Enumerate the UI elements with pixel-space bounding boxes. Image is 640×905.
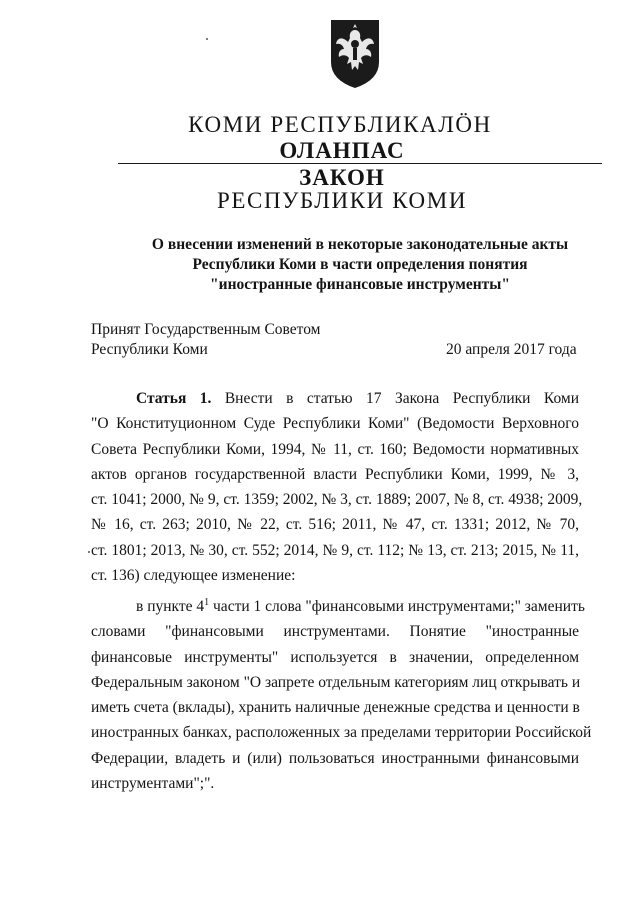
law-title-line: Республики Коми в части определения понятия	[192, 256, 528, 273]
scan-speck	[88, 551, 90, 553]
adoption-note	[91, 320, 321, 360]
paragraph-line-text: в пункте 4	[136, 598, 205, 615]
header-divider	[118, 163, 602, 164]
scan-speck	[206, 38, 208, 40]
paragraph-line	[91, 386, 579, 411]
paragraph-line: финансовые инструменты" используется в значении, определенном	[91, 648, 579, 666]
adoption-note-line: Принят Государственным Советом	[91, 321, 321, 338]
komi-language-heading: КОМИ РЕСПУБЛИКАЛӦН	[188, 112, 492, 137]
law-title-line: О внесении изменений в некоторые законодательные акты	[151, 236, 569, 253]
republic-heading: РЕСПУБЛИКИ КОМИ	[216, 188, 468, 213]
article-1-paragraph	[91, 386, 583, 588]
paragraph-line: Федерации, владеть и (или) пользоваться иностранными финансовыми	[91, 749, 579, 767]
paragraph-line: ст. 136) следующее изменение:	[91, 567, 296, 585]
paragraph-line: иностранных банках, расположенных за пределами территории Российской	[91, 724, 592, 742]
paragraph-line: словами "финансовыми инструментами. Понятие "иностранные	[91, 623, 579, 641]
law-title	[40, 235, 640, 295]
law-title-line: "иностранные финансовые инструменты"	[210, 276, 510, 293]
law-heading: ЗАКОН	[299, 165, 385, 190]
adoption-note-line: Республики Коми	[91, 341, 208, 358]
paragraph-line-text: части 1 слова "финансовыми инструментами;" заменить	[209, 598, 585, 615]
paragraph-line: ст. 1801; 2013, № 30, ст. 552; 2014, № 9, ст. 112; № 13, ст. 213; 2015, № 11,	[91, 541, 579, 559]
komi-coat-of-arms-icon	[328, 18, 382, 90]
superscript: 1	[204, 596, 210, 608]
paragraph-line: инструментами";".	[91, 775, 215, 793]
paragraph-line: № 16, ст. 263; 2010, № 22, ст. 516; 2011, № 47, ст. 1331; 2012, № 70,	[91, 516, 579, 534]
paragraph-line	[91, 594, 585, 619]
article-label: Статья 1.	[136, 390, 212, 407]
paragraph-line: Федеральным законом "О запрете отдельным категориям лиц открывать и	[91, 673, 581, 691]
paragraph-line: "О Конституционном Суде Республики Коми" (Ведомости Верховного	[91, 415, 579, 433]
paragraph-line: иметь счета (вклады), хранить наличные денежные средства и ценности в	[91, 699, 580, 717]
paragraph-line-text: Внести в статью 17 Закона Республики Коми	[224, 390, 579, 407]
paragraph-line: Совета Республики Коми, 1994, № 11, ст. 160; Ведомости нормативных	[91, 440, 579, 458]
adoption-date: 20 апреля 2017 года	[446, 341, 577, 358]
paragraph-line: актов органов государственной власти Республики Коми, 1999, № 3,	[91, 465, 579, 483]
paragraph-line: ст. 1041; 2000, № 9, ст. 1359; 2002, № 3, ст. 1889; 2007, № 8, ст. 4938; 2009,	[91, 491, 583, 509]
amendment-paragraph	[91, 594, 592, 796]
olanpas-heading: ОЛАНПАС	[279, 138, 405, 163]
